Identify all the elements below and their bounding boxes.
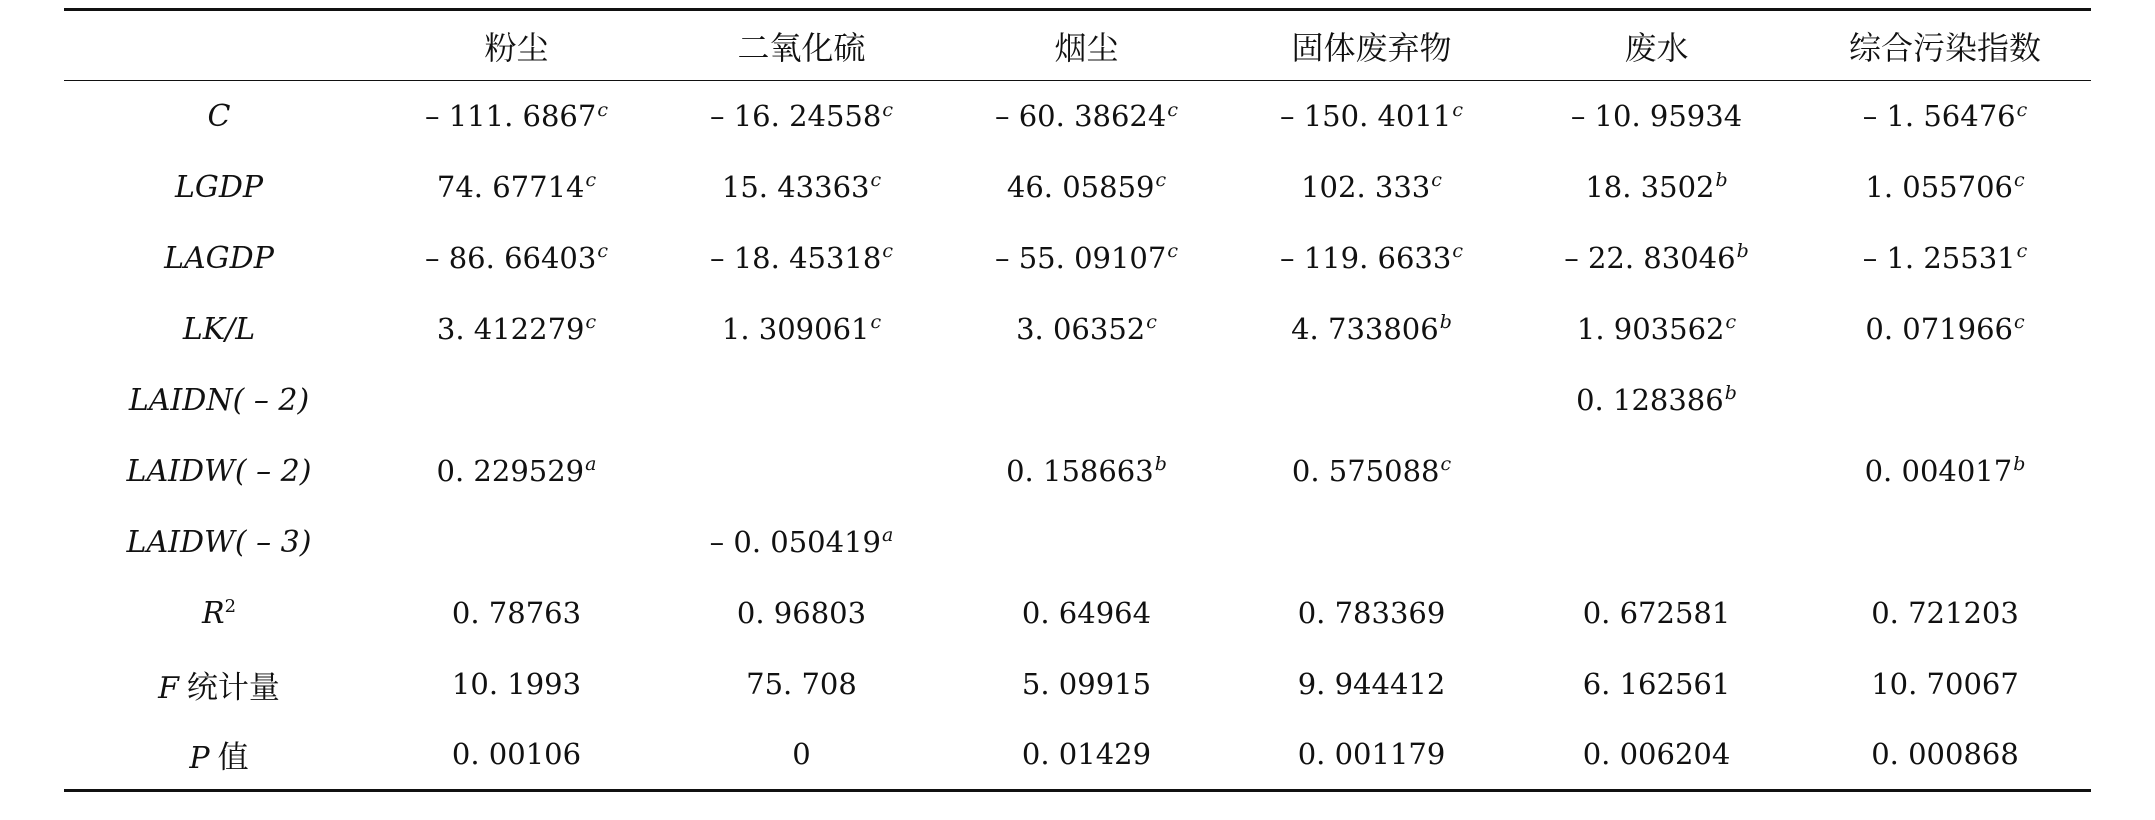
coefficient-value: 15. 43363 <box>721 170 870 204</box>
table-cell <box>1514 720 1799 791</box>
coefficient-value: 5. 09915 <box>1021 667 1152 701</box>
table-cell <box>1514 81 1799 152</box>
coefficient-value: – 55. 09107 <box>995 241 1167 275</box>
significance-mark: c <box>2013 311 2025 334</box>
coefficient-value: – 1. 56476 <box>1862 99 2016 134</box>
table-cell <box>1229 507 1514 578</box>
coefficient-value: – 10. 95934 <box>1570 99 1743 134</box>
table-cell <box>1514 223 1799 294</box>
table-cell <box>374 507 659 578</box>
coefficient-value: – 18. 45318 <box>710 241 882 275</box>
coefficient-value: 6. 162561 <box>1582 667 1731 701</box>
table-cell <box>374 720 659 791</box>
variable-name: LAIDW( – 2) <box>126 453 312 489</box>
significance-mark: c <box>585 311 597 334</box>
coefficient-value: 4. 733806 <box>1291 312 1439 346</box>
coefficient-value: 0. 721203 <box>1871 596 2019 630</box>
significance-mark: c <box>1167 98 1178 121</box>
table-cell <box>374 578 659 649</box>
coefficient-value: 0 <box>792 737 811 772</box>
coefficient-value: 0. 000868 <box>1871 737 2019 772</box>
table-cell <box>1514 152 1799 223</box>
row-label <box>64 578 374 649</box>
table-cell <box>1514 507 1799 578</box>
coefficient-value: 1. 903562 <box>1576 312 1725 346</box>
header-cell-solid-waste: 固体废弃物 <box>1229 10 1514 81</box>
coefficient-value: 46. 05859 <box>1006 170 1155 204</box>
table-cell <box>1514 365 1799 436</box>
table-cell <box>374 223 659 294</box>
table-cell <box>944 81 1229 152</box>
table-row <box>64 152 2091 223</box>
significance-mark: c <box>1452 98 1463 121</box>
row-label <box>64 507 374 578</box>
table-cell <box>659 223 944 294</box>
significance-mark: c <box>1431 169 1442 192</box>
table-cell <box>1799 720 2091 791</box>
table-cell <box>1229 294 1514 365</box>
coefficient-value: – 150. 4011 <box>1280 99 1452 134</box>
variable-suffix: 统计量 <box>186 669 280 706</box>
coefficient-value: 0. 158663 <box>1006 454 1154 488</box>
variable-name: F <box>158 670 179 706</box>
significance-mark: c <box>870 169 882 192</box>
significance-mark: c <box>2016 240 2028 263</box>
variable-name: LGDP <box>174 169 264 205</box>
table-cell <box>659 578 944 649</box>
table-row <box>64 720 2091 791</box>
significance-mark: c <box>1725 311 1737 334</box>
significance-mark: b <box>1724 382 1737 405</box>
table-cell <box>944 720 1229 791</box>
coefficient-value: – 60. 38624 <box>995 99 1167 134</box>
table-cell <box>1799 507 2091 578</box>
coefficient-value: 0. 004017 <box>1864 454 2013 488</box>
table-cell <box>1229 649 1514 720</box>
table-cell <box>659 649 944 720</box>
significance-mark: c <box>1452 240 1463 263</box>
coefficient-value: 0. 229529 <box>436 454 585 488</box>
significance-mark: a <box>881 524 894 547</box>
significance-mark: c <box>2013 169 2025 192</box>
header-cell-smoke-dust: 烟尘 <box>944 10 1229 81</box>
coefficient-value: 10. 70067 <box>1871 667 2019 701</box>
coefficient-value: – 86. 66403 <box>425 241 597 275</box>
coefficient-value: 0. 64964 <box>1021 596 1152 630</box>
table-cell <box>659 365 944 436</box>
row-label <box>64 720 374 791</box>
regression-results-table <box>64 8 2091 792</box>
table-cell <box>944 294 1229 365</box>
table-row <box>64 223 2091 294</box>
variable-name: C <box>207 98 231 134</box>
table-cell <box>1229 578 1514 649</box>
table-row <box>64 649 2091 720</box>
variable-superscript: 2 <box>224 595 237 617</box>
header-row <box>64 10 2091 81</box>
variable-name: LAIDW( – 3) <box>126 524 312 560</box>
table-cell <box>659 152 944 223</box>
coefficient-value: 0. 96803 <box>736 596 867 630</box>
coefficient-value: 9. 944412 <box>1297 667 1446 701</box>
table-body <box>64 81 2091 791</box>
coefficient-value: – 111. 6867 <box>425 99 597 134</box>
significance-mark: b <box>1439 311 1452 334</box>
table-cell <box>944 649 1229 720</box>
coefficient-value: 0. 00106 <box>451 737 582 772</box>
table-row <box>64 365 2091 436</box>
table-cell <box>374 365 659 436</box>
header-cell-wastewater: 废水 <box>1514 10 1799 81</box>
significance-mark: c <box>1440 453 1452 476</box>
header-cell-sulfur-dioxide: 二氧化硫 <box>659 10 944 81</box>
coefficient-value: 75. 708 <box>746 667 857 701</box>
table-cell <box>659 81 944 152</box>
table-cell <box>1229 223 1514 294</box>
significance-mark: b <box>2013 453 2026 476</box>
significance-mark: b <box>1715 169 1728 192</box>
table-cell <box>944 578 1229 649</box>
significance-mark: c <box>597 240 608 263</box>
table-cell <box>374 152 659 223</box>
coefficient-value: 0. 001179 <box>1297 737 1446 772</box>
coefficient-value: 1. 055706 <box>1865 170 2013 204</box>
table-cell <box>659 294 944 365</box>
table-cell <box>374 436 659 507</box>
row-label <box>64 436 374 507</box>
significance-mark: c <box>882 240 893 263</box>
variable-name: LAGDP <box>164 240 274 276</box>
table-cell <box>1514 578 1799 649</box>
significance-mark: a <box>585 453 597 476</box>
variable-name: LAIDN( – 2) <box>128 382 310 418</box>
coefficient-value: 0. 672581 <box>1582 596 1731 630</box>
table-cell <box>1514 649 1799 720</box>
table-row <box>64 81 2091 152</box>
table-cell <box>659 436 944 507</box>
coefficient-value: 10. 1993 <box>451 667 582 701</box>
table-row <box>64 578 2091 649</box>
row-label <box>64 152 374 223</box>
variable-name: R <box>201 595 225 631</box>
coefficient-value: 74. 67714 <box>436 170 585 204</box>
header-cell-variable <box>64 10 374 81</box>
significance-mark: c <box>870 311 882 334</box>
coefficient-value: – 119. 6633 <box>1280 241 1452 275</box>
coefficient-value: 0. 01429 <box>1021 737 1152 772</box>
row-label <box>64 294 374 365</box>
table-cell <box>944 507 1229 578</box>
row-label <box>64 223 374 294</box>
row-label <box>64 365 374 436</box>
coefficient-value: – 16. 24558 <box>710 99 882 134</box>
table-cell <box>1799 223 2091 294</box>
table-cell <box>659 507 944 578</box>
significance-mark: c <box>1167 240 1178 263</box>
significance-mark: b <box>1736 240 1749 263</box>
significance-mark: c <box>882 98 893 121</box>
variable-name: LK/L <box>182 311 256 347</box>
coefficient-value: – 22. 83046 <box>1564 241 1736 275</box>
table-cell <box>1229 365 1514 436</box>
table-cell <box>944 365 1229 436</box>
significance-mark: c <box>1146 311 1157 334</box>
table-row <box>64 507 2091 578</box>
row-label <box>64 81 374 152</box>
variable-suffix: 值 <box>217 739 249 776</box>
significance-mark: c <box>597 98 608 121</box>
table-cell <box>1229 81 1514 152</box>
table-cell <box>1799 649 2091 720</box>
variable-name: P <box>189 740 210 776</box>
table-cell <box>1799 436 2091 507</box>
table-cell <box>1799 152 2091 223</box>
table-row <box>64 436 2091 507</box>
table-cell <box>659 720 944 791</box>
coefficient-value: 0. 78763 <box>451 596 582 630</box>
significance-mark: c <box>2016 98 2028 121</box>
coefficient-value: 3. 412279 <box>436 312 585 346</box>
table-cell <box>1799 294 2091 365</box>
coefficient-value: 102. 333 <box>1301 170 1431 204</box>
table-cell <box>944 436 1229 507</box>
table-row <box>64 294 2091 365</box>
coefficient-value: 0. 128386 <box>1576 383 1724 417</box>
coefficient-value: 0. 575088 <box>1291 454 1440 488</box>
table-cell <box>1229 720 1514 791</box>
coefficient-value: 0. 071966 <box>1865 312 2013 346</box>
table-cell <box>374 81 659 152</box>
coefficient-value: 0. 006204 <box>1582 737 1731 772</box>
table-cell <box>1799 81 2091 152</box>
significance-mark: b <box>1154 453 1167 476</box>
table-header <box>64 10 2091 81</box>
table-cell <box>1229 152 1514 223</box>
table-cell <box>1514 436 1799 507</box>
table-cell <box>374 649 659 720</box>
table-cell <box>1799 365 2091 436</box>
coefficient-value: 3. 06352 <box>1016 312 1146 346</box>
table-cell <box>1799 578 2091 649</box>
coefficient-value: – 0. 050419 <box>709 525 881 559</box>
table-cell <box>1514 294 1799 365</box>
row-label <box>64 649 374 720</box>
coefficient-value: 18. 3502 <box>1585 170 1715 204</box>
table-cell <box>944 152 1229 223</box>
significance-mark: c <box>585 169 597 192</box>
header-cell-composite-index: 综合污染指数 <box>1799 10 2091 81</box>
table-cell <box>1229 436 1514 507</box>
table-cell <box>944 223 1229 294</box>
significance-mark: c <box>1155 169 1167 192</box>
coefficient-value: 1. 309061 <box>721 312 870 346</box>
table-cell <box>374 294 659 365</box>
header-cell-dust: 粉尘 <box>374 10 659 81</box>
coefficient-value: – 1. 25531 <box>1862 241 2016 275</box>
coefficient-value: 0. 783369 <box>1297 596 1446 630</box>
